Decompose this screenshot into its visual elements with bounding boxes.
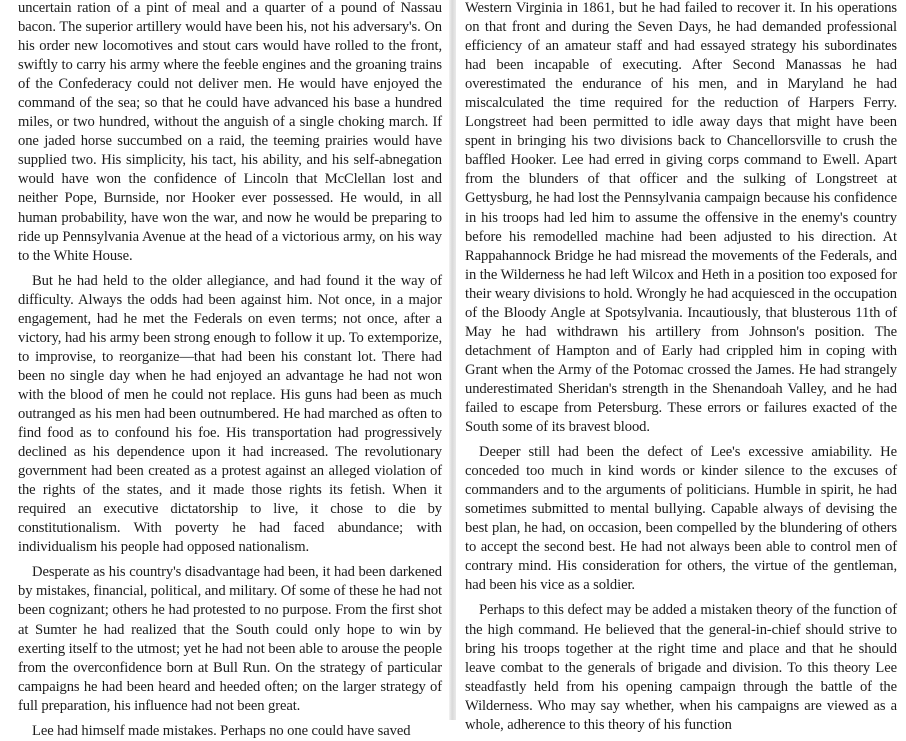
left-page [0, 0, 450, 739]
left-page-text [18, 0, 442, 741]
right-page-text [465, 0, 897, 735]
right-paragraph-3: Perhaps to this defect may be added a mistaken theory of the function of the high command. He believed that the general-in-chief should strive to bring his troops together at the right time and place and that he should leave combat to the generals of brigade and division. To this theory Lee steadfastly held from his opening campaign through the battle of the Wilderness. Who may say whether, when his campaigns are viewed as a whole, adherence to this theory of his function [465, 602, 897, 733]
left-paragraph-4: Lee had himself made mistakes. Perhaps no one could have saved [32, 722, 411, 739]
right-paragraph-2: Deeper still had been the defect of Lee's excessive amiability. He conceded too much in kind words or kinder silence to the excuses of commanders and to the arguments of politicians. Humble in spirit, he had sometimes submitted to mental bullying. Capable always of devising the best plan, he had, on occasion, been compelled by the blundering of others to accept the second best. He had not always been able to control men of contrary mind. His consideration for others, the virtue of the gentleman, had been his vice as a soldier. [465, 444, 897, 594]
right-paragraph-1: Western Virginia in 1861, but he had failed to recover it. In his operations on that front and during the Seven Days, he had demanded professional efficiency of an amateur staff and had essayed strategy his subordinates had been incapable of executing. After Second Manassas he had overestimated the endurance of his men, and in Maryland he had miscalculated the time required for the reduction of Harpers Ferry. Longstreet had been permitted to idle away days that might have been spent in bringing his two divisions back to Chancellorsville to crush the baffled Hooker. Lee had erred in giving corps command to Ewell. Apart from the blunders of that officer and the sulking of Longstreet at Gettysburg, he had lost the Pennsylvania campaign because his confidence in his troops had led him to assume the offensive in the enemy's country before his remodelled machine had been adjusted to his direction. At Rappahannock Bridge he had misread the movements of the Federals, and in the Wilderness he had left Wilcox and Heth in a position too exposed for their weary divisions to hold. Wrongly he had acquiesced in the occupation of the Bloody Angle at Spotsylvania. Incautiously, that blusterous 11th of May he had withdrawn his artillery from Johnson's position. The detachment of Hampton and of Early had crippled him in coping with Grant when the Army of the Potomac crossed the James. He had strangely underestimated Sheridan's strength in the Shenandoah Valley, and he had failed to escape from Petersburg. These errors or failures exacted of the South some of its bravest blood. [465, 0, 897, 436]
right-page [455, 0, 906, 733]
left-paragraph-2: But he had held to the older allegiance, and had found it the way of difficulty. Always the odds had been against him. Not once, in a major engagement, had he met the Federals on even terms; not once, after a victory, had his army been strong enough to follow it up. To extemporize, to improvise, to reorganize—that had been his constant lot. There had been no single day when he had enjoyed an advantage he had not won with the blood of men he could not replace. His guns had been as much outranged as his men had been outnumbered. He had marched as often to find food as to confound his foe. His transportation had progressively declined as his dependence upon it had increased. The revolutionary government had been created as a protest against an alleged violation of the rights of the states, and it made those rights its fetish. When it required an executive dictatorship to live, it chose to die by constitutionalism. With poverty he had faced abundance; with individualism his people had opposed nationalism. [18, 272, 442, 556]
left-paragraph-1: uncertain ration of a pint of meal and a quarter of a pound of Nassau bacon. The superior artillery would have been his, not his adversary's. On his order new locomotives and stout cars would have rolled to the front, swiftly to carry his army where the feeble engines and the groaning trains of the Confederacy could not deliver men. He would have enjoyed the command of the sea; so that he could have advanced his base a hundred miles, or two hundred, without the anguish of a single choking march. If one jaded horse succumbed on a raid, the teeming prairies would have supplied two. His simplicity, his tact, his ability, and his self-abnegation would have won the confidence of Lincoln that McClellan lost and neither Pope, Burnside, nor Hooker ever possessed. He would, in all human probability, have won the war, and now he would be preparing to ride up Pennsylvania Avenue at the head of a victorious army, on his way to the White House. [18, 0, 442, 264]
left-paragraph-3: Desperate as his country's disadvantage had been, it had been darkened by mistakes, financial, political, and military. Of some of these he had not been cognizant; others he had protested to no purpose. From the first shot at Sumter he had realized that the South could only hope to win by exerting itself to the utmost; yet he had not been able to arouse the people from the overconfidence born at Bull Run. On the strategy of particular campaigns he had been heard and heeded often; on the larger strategy of full preparation, his influence had not been great. [18, 564, 442, 714]
